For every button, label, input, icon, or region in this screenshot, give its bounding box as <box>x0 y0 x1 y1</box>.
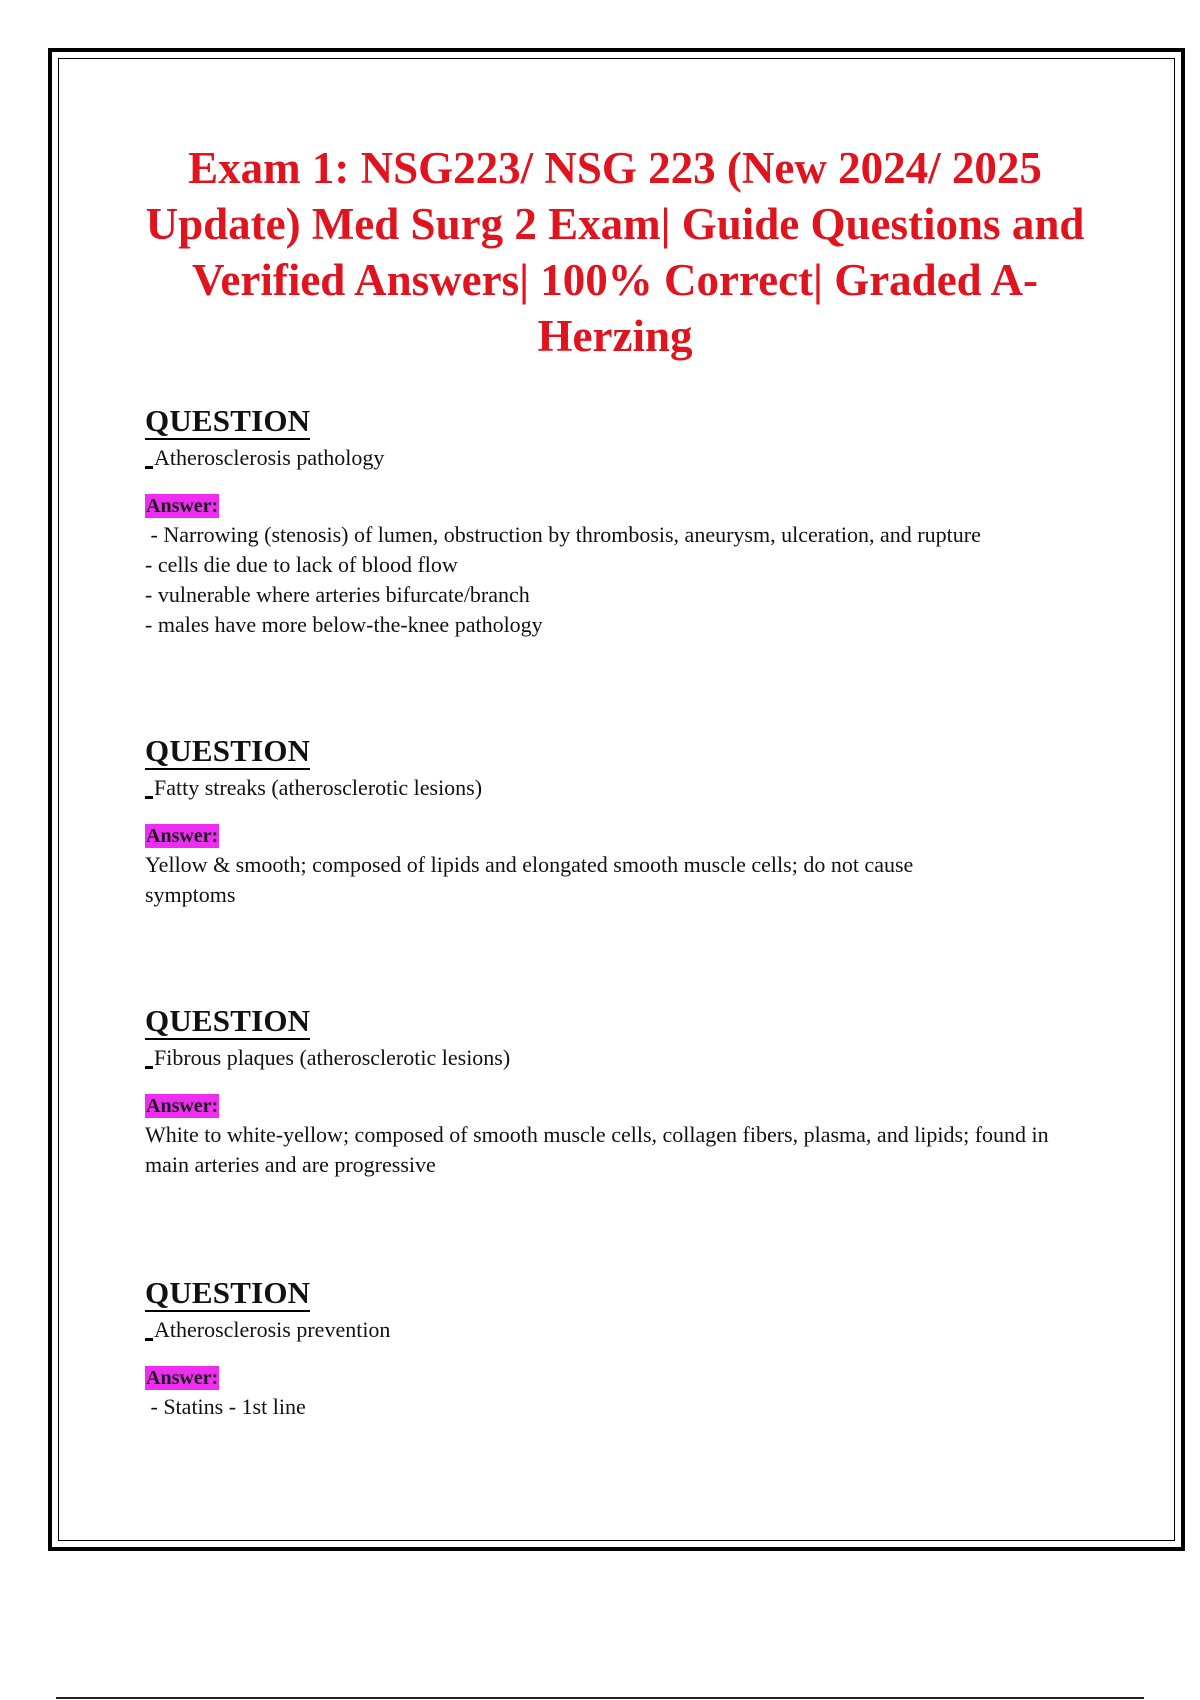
answer-body <box>145 520 1095 640</box>
answer-line: - cells die due to lack of blood flow <box>145 552 458 577</box>
question-heading: QUESTION <box>145 733 311 768</box>
answer-label: Answer: <box>146 1095 219 1117</box>
document-title: Exam 1: NSG223/ NSG 223 (New 2024/ 2025 Update) Med Surg 2 Exam| Guide Questions and Verified Answers| 100% Correct| Graded A- Herzing <box>145 143 1085 361</box>
question-text <box>145 1044 1095 1072</box>
question-block-2 <box>145 734 1095 910</box>
question-text-value: Atherosclerosis pathology <box>154 445 385 470</box>
question-block-1 <box>145 404 1095 640</box>
page-bottom-divider <box>56 1697 1144 1699</box>
answer-body <box>145 850 1095 910</box>
answer-label: Answer: <box>146 825 219 847</box>
question-text-value: Fatty streaks (atherosclerotic lesions) <box>154 775 483 800</box>
question-marker <box>145 1066 153 1069</box>
answer-line: - vulnerable where arteries bifurcate/branch <box>145 582 530 607</box>
answer-line: - Narrowing (stenosis) of lumen, obstruction by thrombosis, aneurysm, ulceration, and rupture <box>145 522 981 547</box>
question-heading: QUESTION <box>145 403 311 438</box>
question-text <box>145 444 1095 472</box>
question-text-value: Fibrous plaques (atherosclerotic lesions) <box>154 1045 511 1070</box>
answer-label: Answer: <box>146 1367 219 1389</box>
question-block-3 <box>145 1004 1095 1180</box>
question-marker <box>145 1338 153 1341</box>
answer-label: Answer: <box>146 495 219 517</box>
question-text <box>145 1316 1095 1344</box>
answer-line: - Statins - 1st line <box>145 1394 306 1419</box>
question-marker <box>145 796 153 799</box>
question-text <box>145 774 1095 802</box>
answer-line: Yellow & smooth; composed of lipids and elongated smooth muscle cells; do not cause symptoms <box>145 852 914 907</box>
answer-body <box>145 1120 1095 1180</box>
question-marker <box>145 466 153 469</box>
question-heading: QUESTION <box>145 1003 311 1038</box>
question-text-value: Atherosclerosis prevention <box>154 1317 391 1342</box>
answer-body <box>145 1392 1095 1422</box>
question-block-4 <box>145 1276 1095 1422</box>
question-heading: QUESTION <box>145 1275 311 1310</box>
answer-line: - males have more below-the-knee pathology <box>145 612 543 637</box>
answer-line: White to white-yellow; composed of smooth muscle cells, collagen fibers, plasma, and lipids; found in main arteries and are progressive <box>145 1122 1049 1177</box>
